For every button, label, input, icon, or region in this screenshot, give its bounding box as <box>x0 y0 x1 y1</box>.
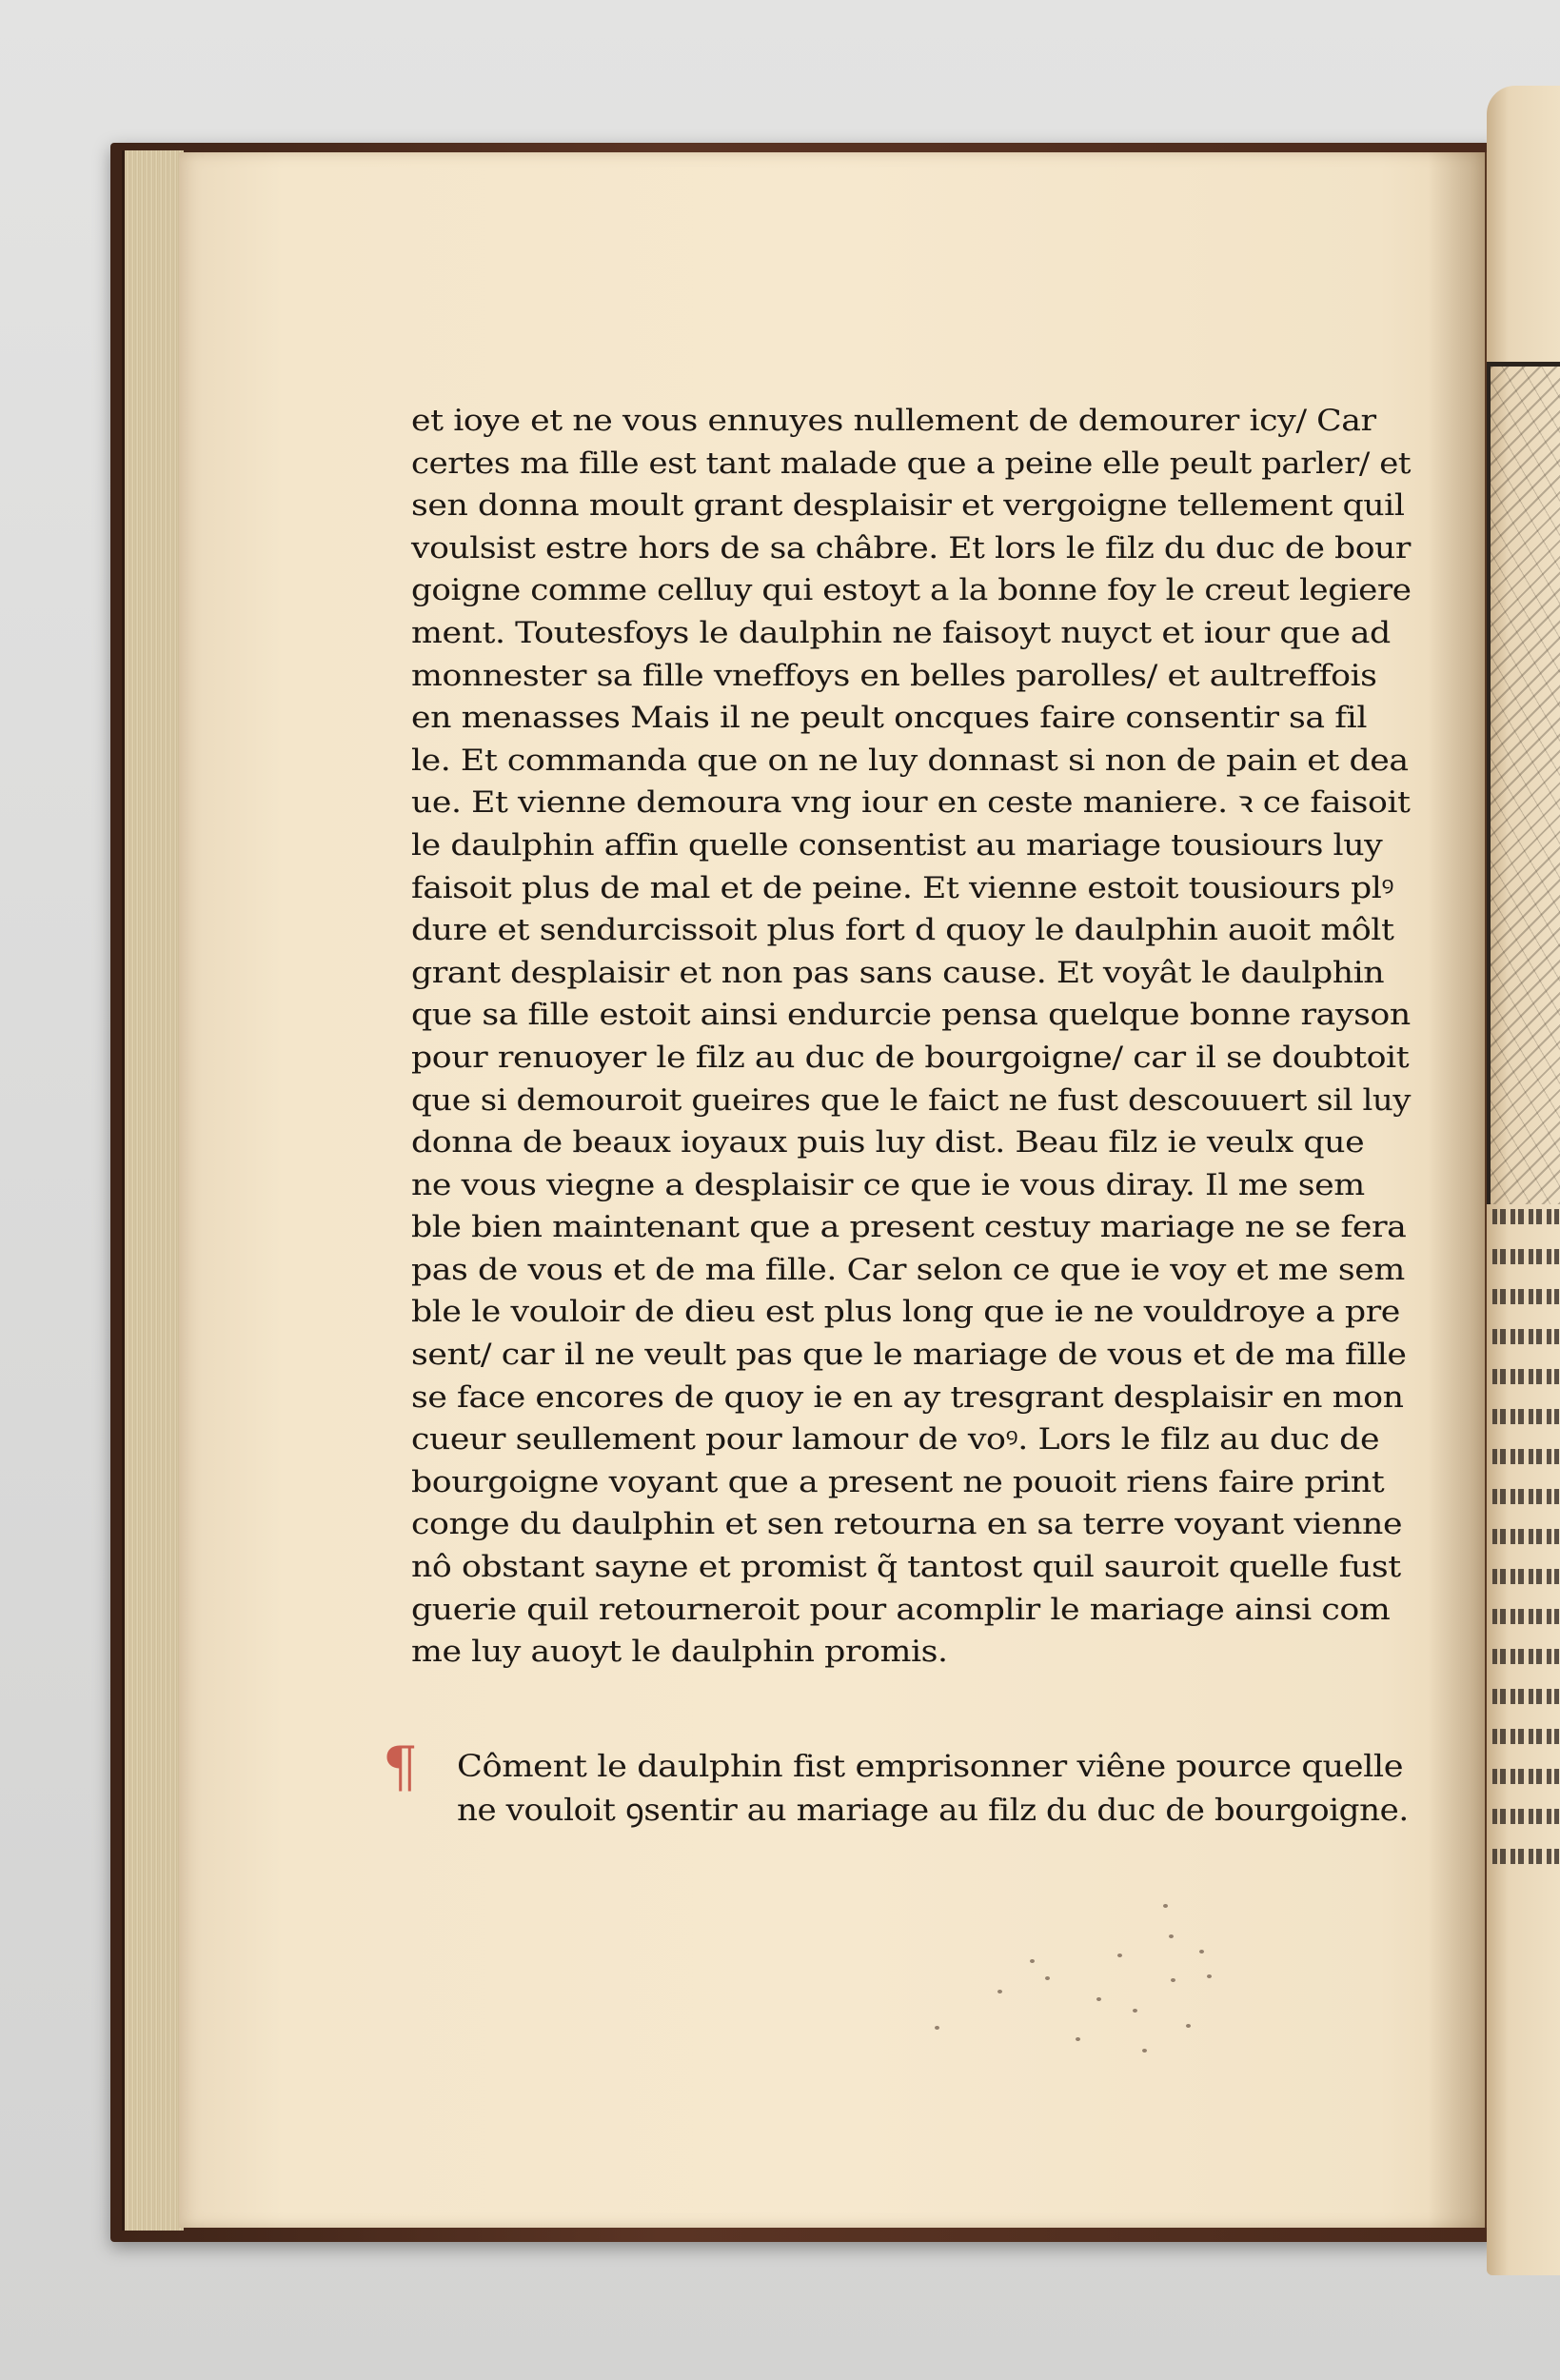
text-line: monnester sa fille vneffoys en belles parolles/ et aultreffois <box>411 658 1377 693</box>
text-line: grant desplaisir et non pas sans cause. Et voyât le daulphin <box>411 955 1385 990</box>
text-line: conge du daulphin et sen retourna en sa terre voyant vienne <box>411 1507 1403 1542</box>
text-line: pas de vous et de ma fille. Car selon ce que ie voy et me sem <box>411 1252 1405 1287</box>
text-line: certes ma fille est tant malade que a peine elle peult parler/ et <box>411 446 1412 481</box>
text-line: ment. Toutesfoys le daulphin ne faisoyt nuyct et iour que ad <box>411 615 1391 650</box>
page-edges <box>122 150 184 2231</box>
text-line: que si demouroit gueires que le faict ne fust descouuert sil luy <box>411 1082 1412 1118</box>
text-line: cueur seullement pour lamour de voꝰ. Lors le filz au duc de <box>411 1422 1380 1458</box>
text-line: donna de beaux ioyaux puis luy dist. Beau filz ie veulx que <box>411 1125 1365 1160</box>
text-line: faisoit plus de mal et de peine. Et vienne estoit tousiours plꝰ <box>411 870 1394 905</box>
text-line: nô obstant sayne et promist q̃ tantost quil sauroit quelle fust <box>411 1550 1401 1585</box>
text-line: ne vous viegne a desplaisir ce que ie vous diray. Il me sem <box>411 1167 1365 1202</box>
text-line: le. Et commanda que on ne luy donnast si non de pain et dea <box>411 743 1409 778</box>
text-line: en menasses Mais il ne peult oncques faire consentir sa fil <box>411 701 1367 736</box>
text-line: goigne comme celluy qui estoyt a la bonne foy le creut legiere <box>411 573 1412 608</box>
text-line: bourgoigne voyant que a present ne pouoit riens faire print <box>411 1464 1385 1499</box>
text-line: me luy auoyt le daulphin promis. <box>411 1635 948 1670</box>
text-line: voulsist estre hors de sa châbre. Et lors le filz du duc de bour <box>411 530 1411 565</box>
body-text <box>411 400 1411 1674</box>
text-line: pour renuoyer le filz au duc de bourgoigne/ car il se doubtoit <box>411 1040 1410 1075</box>
text-line: se face encores de quoy ie en ay tresgrant desplaisir en mon <box>411 1379 1404 1415</box>
heading-line: Côment le daulphin fist emprisonner viêne pource quelle <box>457 1748 1404 1784</box>
text-line: dure et sendurcissoit plus fort d quoy le daulphin auoit môlt <box>411 913 1394 948</box>
heading-line: ne vouloit ꝯsentir au mariage au filz du duc de bourgoigne. <box>457 1792 1409 1828</box>
ink-specks <box>914 1904 1237 2094</box>
text-line: que sa fille estoit ainsi endurcie pensa quelque bonne rayson <box>411 998 1411 1033</box>
text-line: et ioye et ne vous ennuyes nullement de demourer icy/ Car <box>411 404 1376 438</box>
text-line: ue. Et vienne demoura vng iour en ceste maniere. ꝛ ce faisoit <box>411 785 1411 821</box>
text-line: ble le vouloir de dieu est plus long que ie ne vouldroye a pre <box>411 1295 1400 1330</box>
text-line: sent/ car il ne veult pas que le mariage de vous et de ma fille <box>411 1338 1407 1373</box>
pilcrow-mark: ¶ <box>383 1735 418 1799</box>
text-line: ble bien maintenant que a present cestuy mariage ne se fera <box>411 1210 1407 1245</box>
text-line: guerie quil retourneroit pour acomplir le mariage ainsi com <box>411 1592 1391 1627</box>
chapter-heading <box>383 1735 1411 1832</box>
text-line: le daulphin affin quelle consentist au mariage tousiours luy <box>411 827 1383 863</box>
text-line: sen donna moult grant desplaisir et vergoigne tellement quil <box>411 488 1405 524</box>
